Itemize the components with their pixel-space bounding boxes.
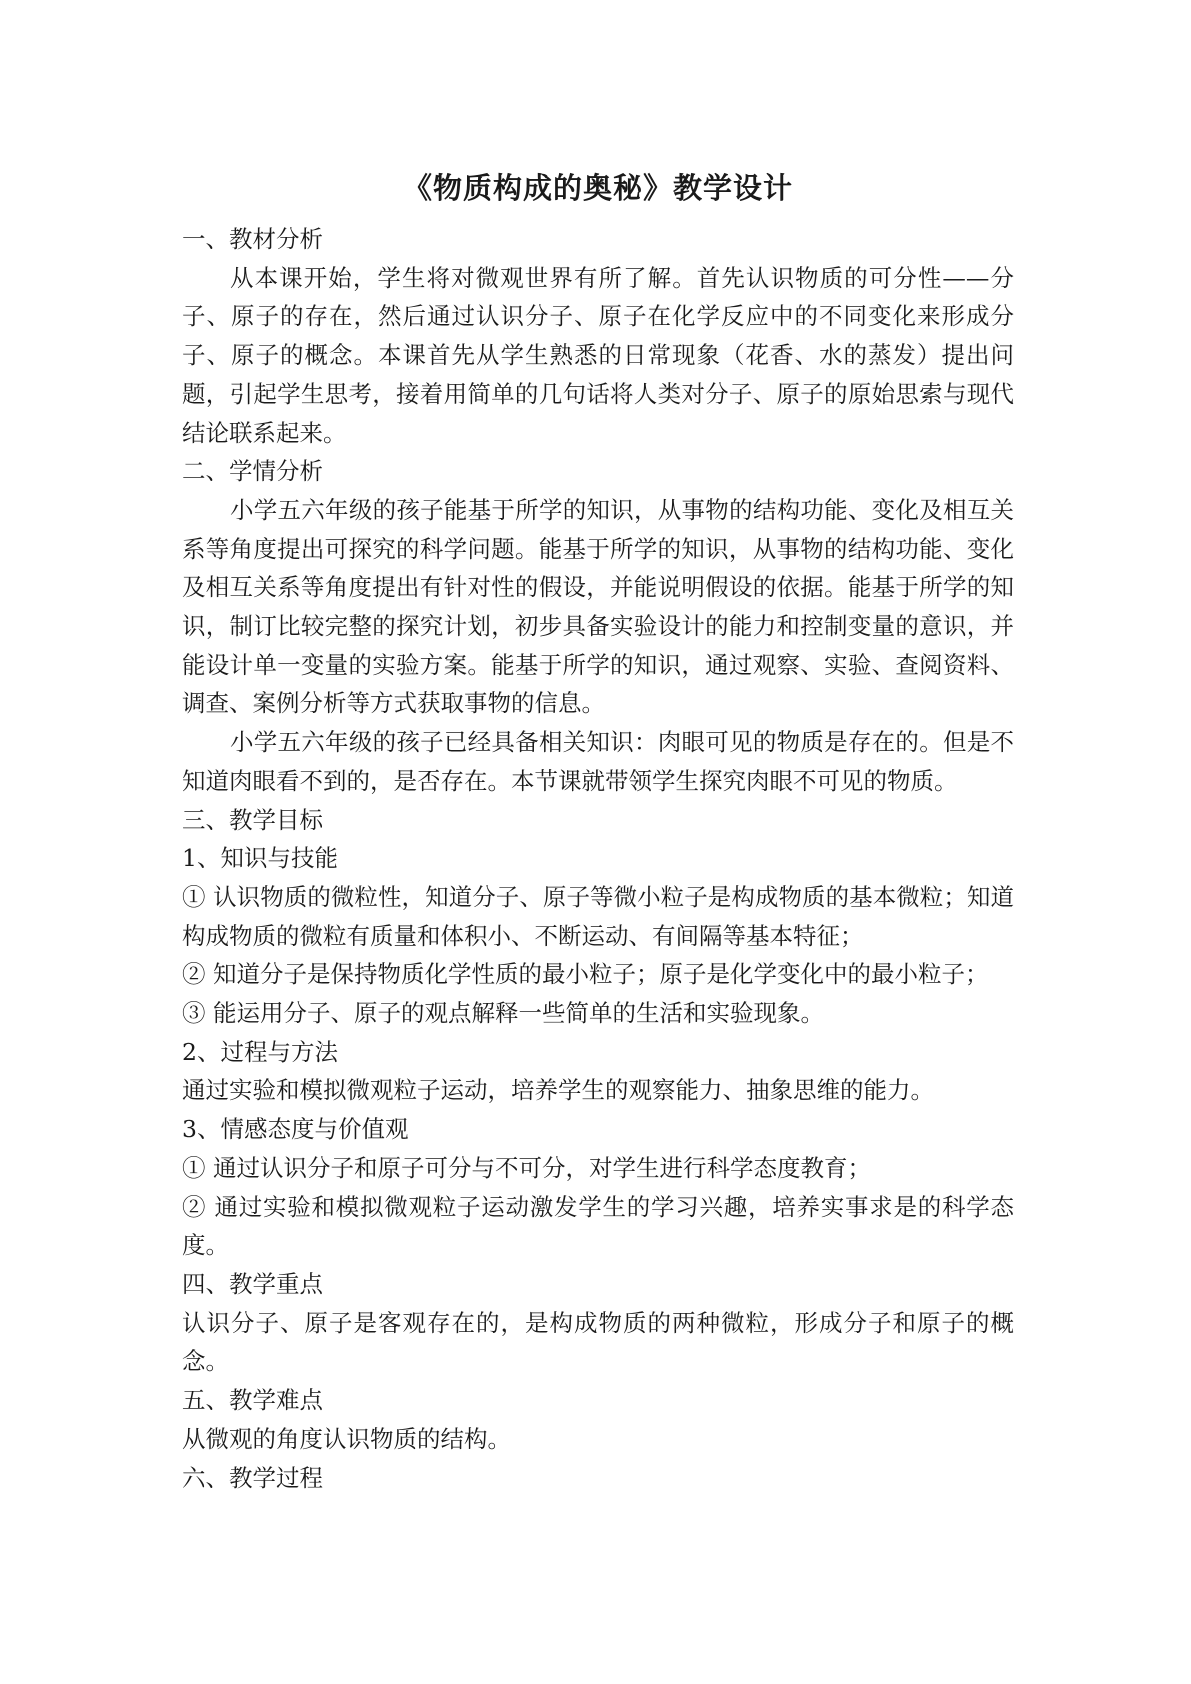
document-title: 《物质构成的奥秘》教学设计 bbox=[402, 171, 793, 205]
section-heading-textbook-analysis: 一、教材分析 bbox=[182, 225, 323, 253]
paragraph-student-analysis-2: 小学五六年级的孩子已经具备相关知识：肉眼可见的物质是存在的。但是不知道肉眼看不到的，是否存在。本节课就带领学生探究肉眼不可见的物质。 bbox=[182, 728, 1014, 795]
document-page bbox=[182, 168, 1014, 1497]
subheading-attitudes-values: 3、情感态度与价值观 bbox=[182, 1115, 409, 1144]
attitude-item-2: ② 通过实验和模拟微观粒子运动激发学生的学习兴趣，培养实事求是的科学态度。 bbox=[182, 1192, 1014, 1260]
subheading-process-methods: 2、过程与方法 bbox=[182, 1037, 338, 1066]
paragraph-key-points: 认识分子、原子是客观存在的，是构成物质的两种微粒，形成分子和原子的概念。 bbox=[182, 1308, 1014, 1376]
goal-item-2: ② 知道分子是保持物质化学性质的最小粒子；原子是化学变化中的最小粒子； bbox=[182, 960, 989, 989]
paragraph-student-analysis-1: 小学五六年级的孩子能基于所学的知识，从事物的结构功能、变化及相互关系等角度提出可探究的科学问题。能基于所学的知识，从事物的结构功能、变化及相互关系等角度提出有针对性的假设，并能说明假设的依据。能基于所学的知识，制订比较完整的探究计划，初步具备实验设计的能力和控制变量的意识，并能设计单一变量的实验方案。能基于所学的知识，通过观察、实验、查阅资料、调查、案例分析等方式获取事物的信息。 bbox=[182, 495, 1014, 718]
subheading-knowledge-skills: 1、知识与技能 bbox=[182, 844, 338, 873]
paragraph-difficulties: 从微观的角度认识物质的结构。 bbox=[182, 1424, 511, 1453]
goal-item-1: ① 认识物质的微粒性，知道分子、原子等微小粒子是构成物质的基本微粒；知道构成物质的微粒有质量和体积小、不断运动、有间隔等基本特征； bbox=[182, 882, 1014, 950]
attitude-item-1: ① 通过认识分子和原子可分与不可分，对学生进行科学态度教育； bbox=[182, 1153, 871, 1182]
section-heading-key-points: 四、教学重点 bbox=[182, 1269, 323, 1298]
section-heading-teaching-goals: 三、教学目标 bbox=[182, 805, 323, 834]
goal-item-3: ③ 能运用分子、原子的观点解释一些简单的生活和实验现象。 bbox=[182, 999, 824, 1028]
section-heading-teaching-process: 六、教学过程 bbox=[182, 1463, 323, 1492]
paragraph-process-methods: 通过实验和模拟微观粒子运动，培养学生的观察能力、抽象思维的能力。 bbox=[182, 1076, 934, 1105]
section-heading-student-analysis: 二、学情分析 bbox=[182, 457, 323, 486]
paragraph-textbook-analysis: 从本课开始，学生将对微观世界有所了解。首先认识物质的可分性——分子、原子的存在，然后通过认识分子、原子在化学反应中的不同变化来形成分子、原子的概念。本课首先从学生熟悉的日常现象（花香、水的蒸发）提出问题，引起学生思考，接着用简单的几句话将人类对分子、原子的原始思索与现代结论联系起来。 bbox=[182, 263, 1014, 447]
section-heading-difficulties: 五、教学难点 bbox=[182, 1386, 323, 1415]
